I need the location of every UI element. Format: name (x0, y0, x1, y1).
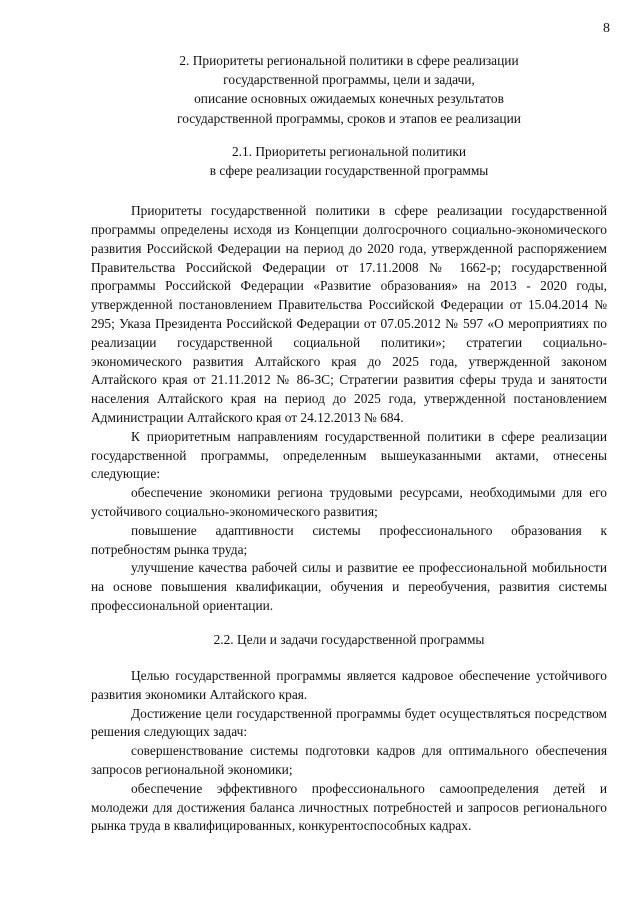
paragraph: улучшение качества рабочей силы и развитие ее профессиональной мобильности на основе повышения квалификации, обучения и переобучения, развития системы профессиональной ориентации. (91, 560, 607, 613)
section-2-2-body (91, 667, 607, 836)
document-heading (91, 51, 607, 128)
page-number: 8 (603, 21, 610, 36)
section-2-1-title-line-2: в сфере реализации государственной программы (209, 163, 489, 179)
paragraph: Достижение цели государственной программы будет осуществляться посредством решения следующих задач: (91, 705, 607, 740)
paragraph: совершенствование системы подготовки кадров для оптимального обеспечения запросов региональной экономики; (91, 743, 607, 777)
paragraph: Приоритеты государственной политики в сфере реализации государственной программы определены исходя из Концепции долгосрочного социально-экономического развития Российской Федерации на период до 2020 года, утвержденной распоряжением Правительства Российской Федерации от 17.11.2008 № 1662-р; государственной программы Российской Федерации «Развитие образования» на 2013 - 2020 годы, утвержденной постановлением Правительства Российской Федерации от 15.04.2014 № 295; Указа Президента Российской Федерации от 07.05.2012 № 597 «О мероприятиях по реализации государственной социальной политики»; стратегии социально-экономического развития Алтайского края до 2025 года, утвержденной законом Алтайского края от 21.11.2012 № 86-ЗС; Стратегии развития сферы труда и занятости населения Алтайского края на период до 2025 года, утвержденной постановлением Администрации Алтайского края от 24.12.2013 № 684. (91, 203, 607, 425)
section-2-1-title (91, 142, 607, 180)
paragraph: обеспечение экономики региона трудовыми ресурсами, необходимыми для его устойчивого социально-экономического развития; (91, 485, 607, 519)
heading-line-3: описание основных ожидаемых конечных результатов (194, 91, 504, 107)
section-2-1-title-line-1: 2.1. Приоритеты региональной политики (231, 143, 467, 159)
heading-line-2: государственной программы, цели и задачи, (223, 72, 475, 88)
document-body (91, 51, 607, 836)
paragraph: обеспечение эффективного профессионального самоопределения детей и молодежи для достижения баланса личностных потребностей и запросов регионального рынка труда в квалифицированных, конкурентоспособных кадрах. (91, 780, 607, 834)
section-2-2-title: 2.2. Цели и задачи государственной программы (213, 631, 485, 647)
paragraph: повышение адаптивности системы профессионального образования к потребностям рынка труда; (91, 522, 607, 557)
paragraph: К приоритетным направлениям государственной политики в сфере реализации государственной программы, определенным вышеуказанными актами, отнесены следующие: (91, 428, 607, 482)
heading-line-4: государственной программы, сроков и этапов ее реализации (177, 110, 521, 126)
section-2-1-body (91, 202, 607, 616)
heading-line-1: 2. Приоритеты региональной политики в сфере реализации (179, 53, 519, 68)
paragraph: Целью государственной программы является кадровое обеспечение устойчивого развития экономики Алтайского края. (91, 667, 607, 702)
